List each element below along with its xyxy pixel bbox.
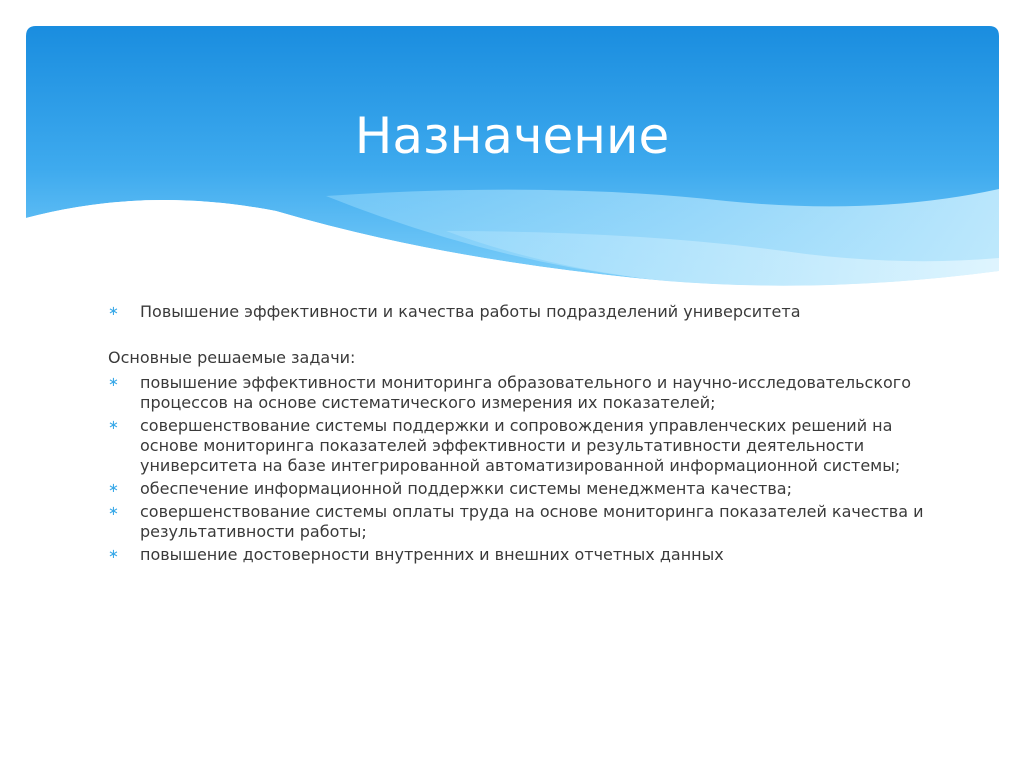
asterisk-icon: ∗ <box>108 418 119 433</box>
asterisk-icon: ∗ <box>108 304 119 319</box>
task-item <box>108 373 928 413</box>
main-point <box>108 302 928 322</box>
asterisk-icon: ∗ <box>108 375 119 390</box>
task-text: повышение эффективности мониторинга образовательного и научно-исследовательского процессов на основе систематического измерения их показателей; <box>140 373 911 412</box>
task-text: обеспечение информационной поддержки системы менеджмента качества; <box>140 479 792 498</box>
task-item <box>108 416 928 476</box>
task-item <box>108 479 928 499</box>
slide-title: Назначение <box>354 107 670 165</box>
task-item <box>108 502 928 542</box>
task-item <box>108 545 928 565</box>
slide-content <box>108 302 928 568</box>
header-banner <box>26 26 999 296</box>
task-text: повышение достоверности внутренних и внешних отчетных данных <box>140 545 724 564</box>
asterisk-icon: ∗ <box>108 547 119 562</box>
tasks-heading: Основные решаемые задачи: <box>108 348 356 367</box>
task-text: совершенствование системы оплаты труда на основе мониторинга показателей качества и результативности работы; <box>140 502 924 541</box>
asterisk-icon: ∗ <box>108 504 119 519</box>
asterisk-icon: ∗ <box>108 481 119 496</box>
task-text: совершенствование системы поддержки и сопровождения управленческих решений на основе мониторинга показателей эффективности и результативности деятельности университета на базе интегрированной автоматизированной информационной системы; <box>140 416 901 475</box>
main-point-text: Повышение эффективности и качества работы подразделений университета <box>140 302 801 321</box>
